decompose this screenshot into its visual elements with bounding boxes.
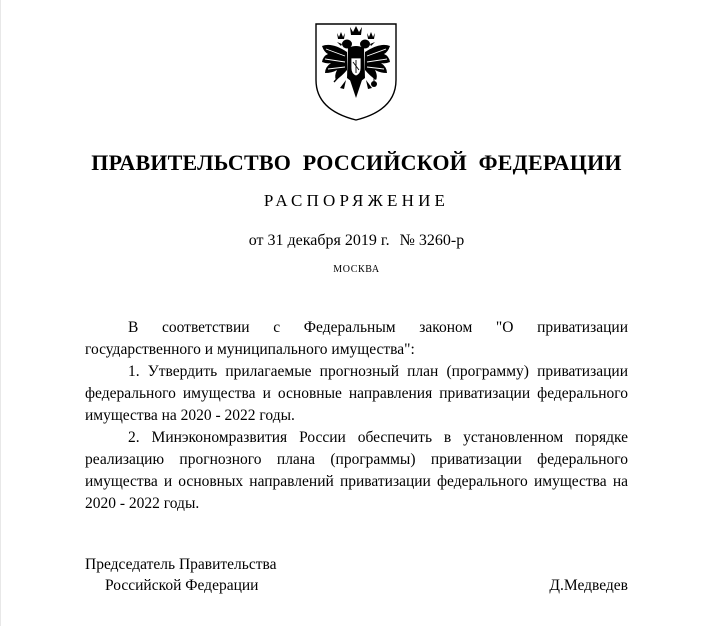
signature-row (85, 575, 628, 596)
document-number: № 3260-р (399, 232, 465, 249)
signatory-position-line2: Российской Федерации (105, 577, 259, 594)
document-date: от 31 декабря 2019 г. (248, 232, 390, 249)
document-city: МОСКВА (333, 264, 380, 275)
russian-coat-of-arms-icon (310, 18, 402, 124)
document-date-number (0, 232, 713, 250)
body-paragraph-intro: В соответствии с Федеральным законом "О приватизации государственного и муниципального имущества": (85, 319, 628, 358)
signature-block (85, 554, 628, 596)
body-paragraph-item-1: 1. Утвердить прилагаемые прогнозный план (программу) приватизации федерального имущества и основные направления приватизации федерального имущества на 2020 - 2022 годы. (85, 363, 628, 424)
government-title: ПРАВИТЕЛЬСТВО РОССИЙСКОЙ ФЕДЕРАЦИИ (91, 150, 622, 175)
body-paragraph-item-2: 2. Минэкономразвития России обеспечить в установленном порядке реализацию прогнозного плана (программы) приватизации федерального имущества и основных направлений приватизации федерального имущества на 2020 - 2022 годы. (85, 429, 628, 512)
document-body (85, 317, 628, 515)
page-edge (0, 0, 1, 626)
signatory-position-line1: Председатель Правительства (85, 556, 277, 573)
signatory-name: Д.Медведев (549, 577, 628, 594)
document-type: РАСПОРЯЖЕНИЕ (263, 191, 450, 210)
